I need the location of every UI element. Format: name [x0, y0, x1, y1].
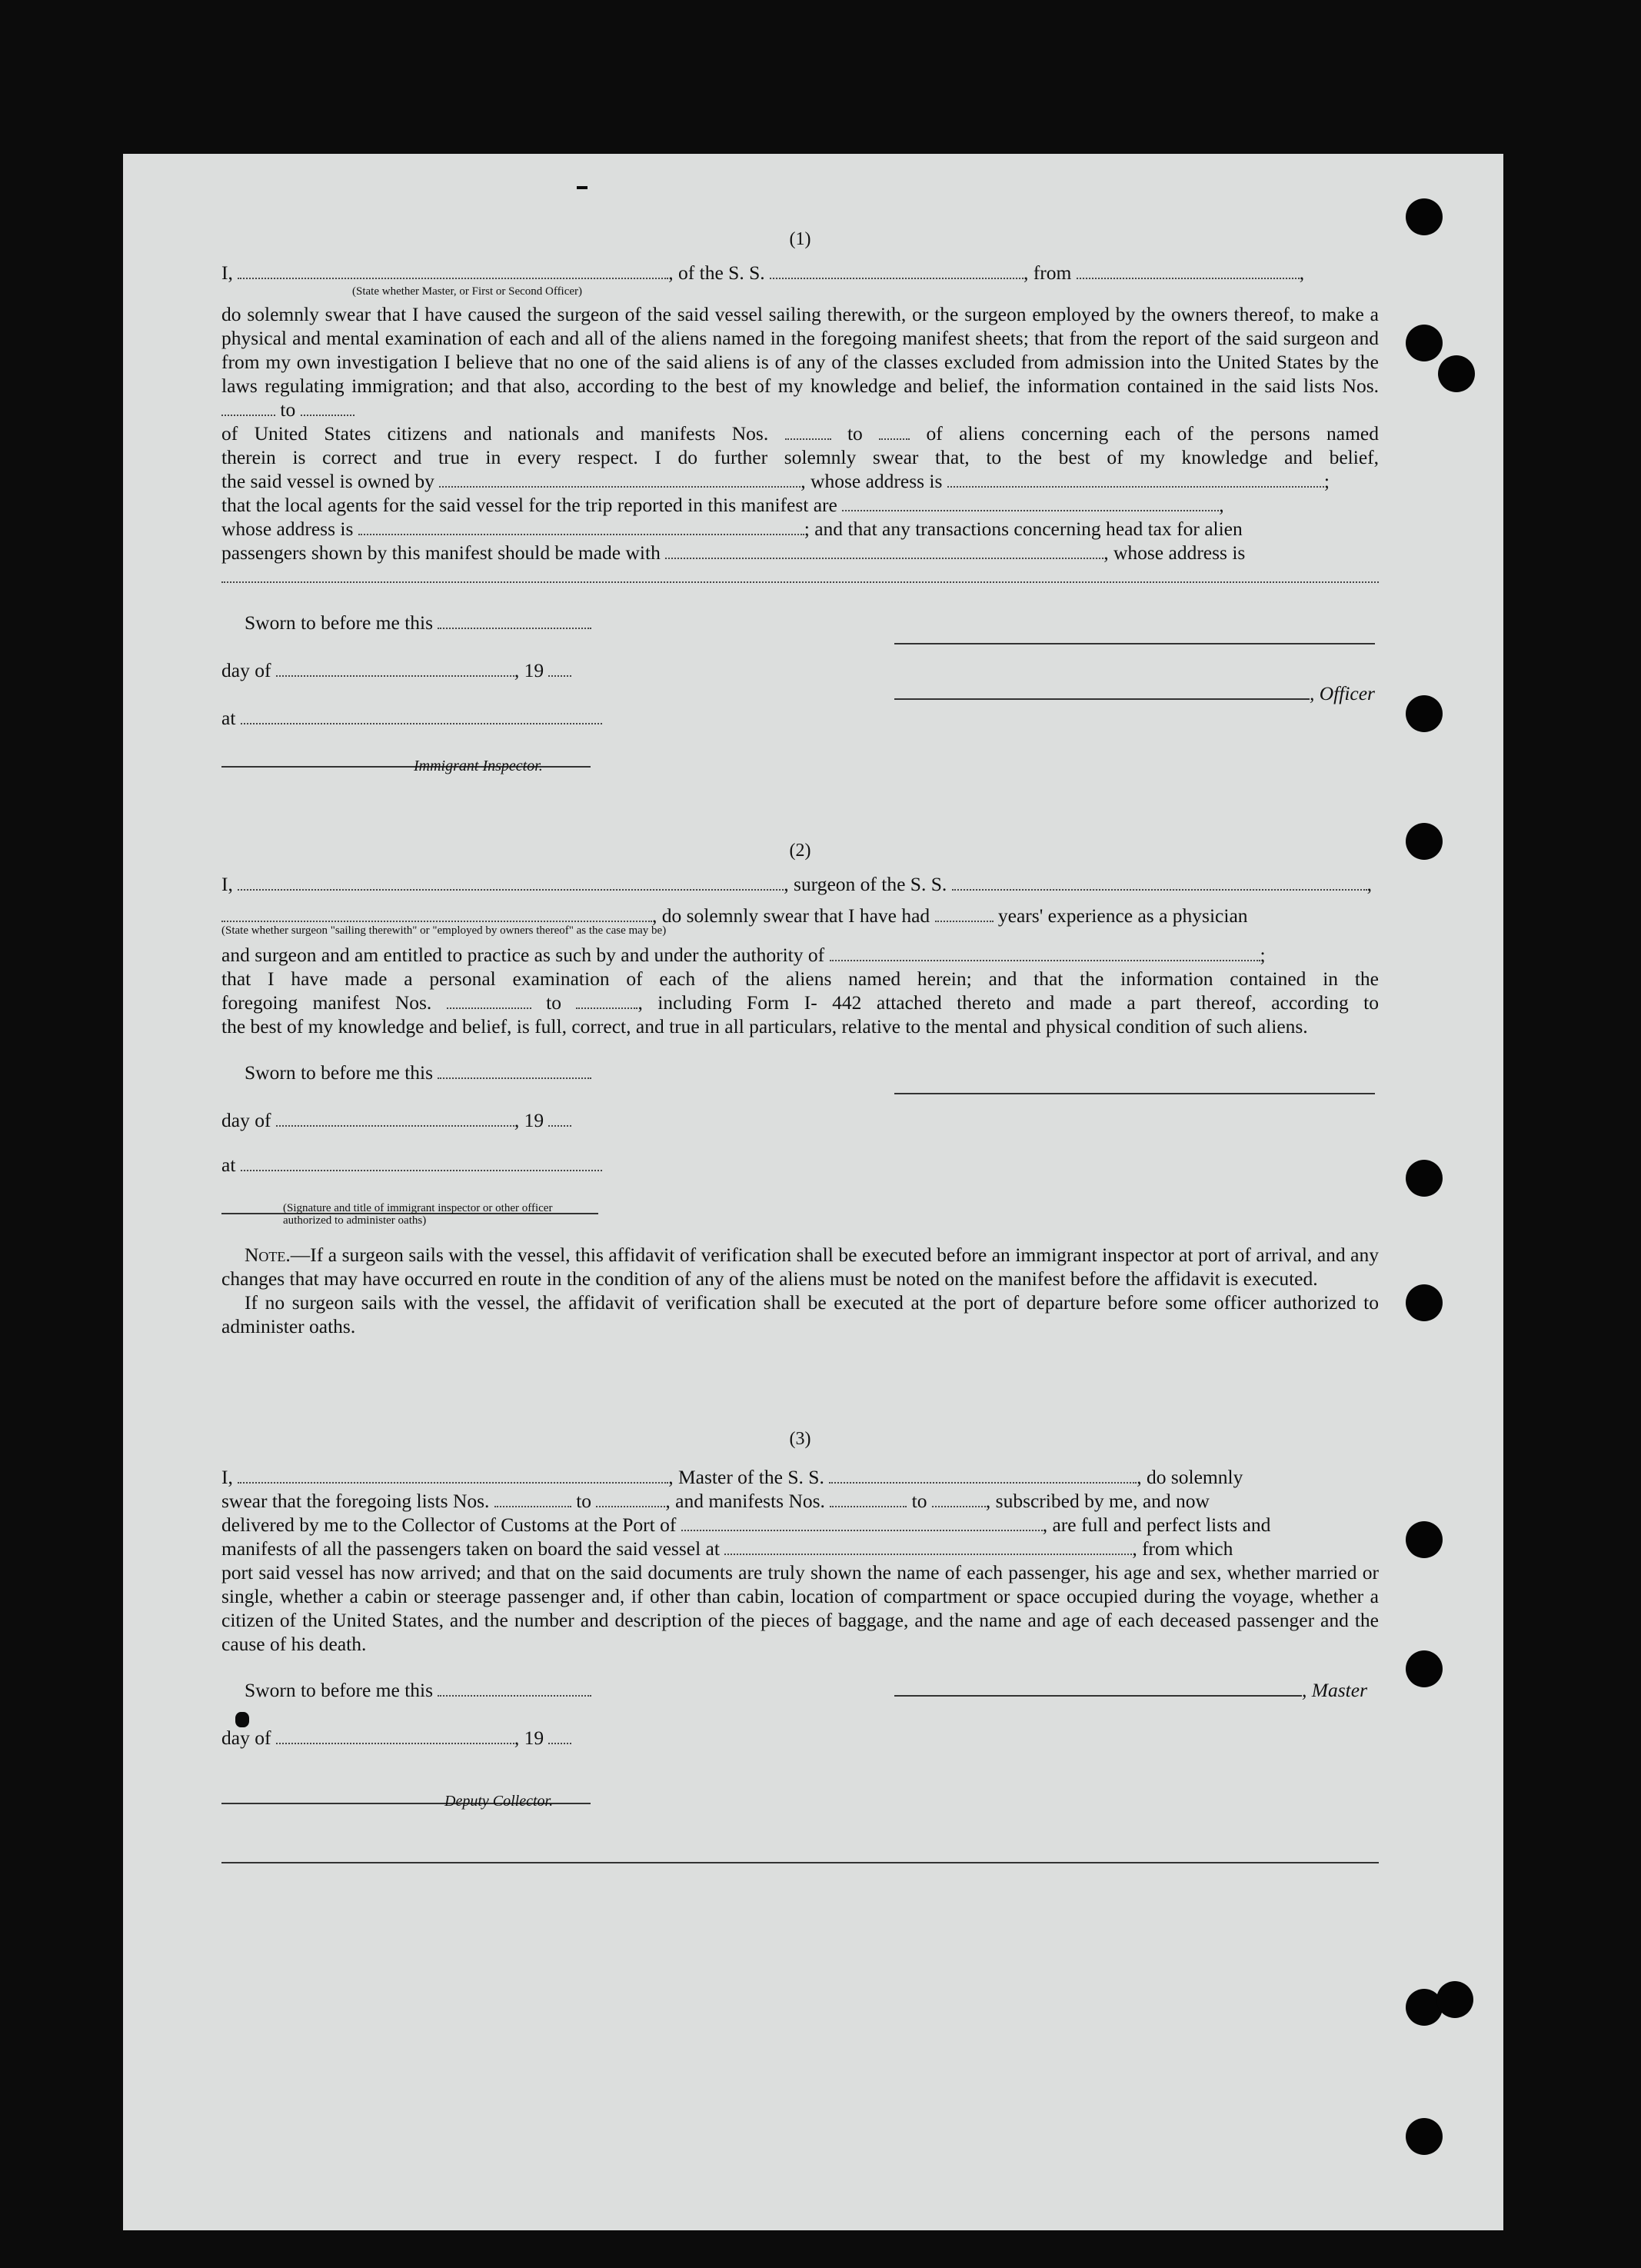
surgeon-type-field[interactable]	[221, 905, 652, 922]
owner-line	[221, 469, 1379, 493]
binder-hole	[1436, 1981, 1473, 2018]
place-field[interactable]	[241, 1154, 602, 1171]
place-field[interactable]	[241, 708, 602, 724]
master-signature-field[interactable]	[894, 1695, 1302, 1697]
manifest-from-field[interactable]	[830, 1490, 907, 1507]
surgeon-caption: (State whether surgeon "sailing therewith" or "employed by owners thereof" as the case may be)	[221, 924, 667, 937]
solemnly-text: , do solemnly swear that I have had	[652, 904, 930, 927]
address-blank-line	[221, 565, 1379, 588]
agents-text: that the local agents for the said vessel for the trip reported in this manifest are	[221, 494, 837, 516]
day-of-line	[221, 1109, 571, 1132]
signature-caption: (Signature and title of immigrant inspector or other officer authorized to administer oaths)	[283, 1202, 553, 1227]
master-name-field[interactable]	[238, 1467, 668, 1484]
surgeon-signature-line	[894, 1077, 1375, 1100]
punctuation: ,	[1366, 873, 1373, 895]
authority-line	[221, 943, 1379, 967]
agents-field[interactable]	[842, 495, 1219, 511]
surgeon-of-text: , surgeon of the S. S.	[784, 873, 947, 895]
list-from-field[interactable]	[494, 1490, 571, 1507]
list-to-field[interactable]	[596, 1490, 665, 1507]
sworn-day-field[interactable]	[438, 1062, 591, 1079]
year-field[interactable]	[548, 1727, 571, 1744]
subscribed-text: , subscribed by me, and now	[985, 1490, 1210, 1512]
section-1	[221, 229, 1379, 788]
master-of-text: , Master of the S. S.	[668, 1466, 824, 1488]
officer-name-field[interactable]	[238, 262, 668, 279]
foregoing-line	[221, 991, 1379, 1014]
at-line	[221, 707, 602, 730]
sworn-text: Sworn to before me this	[245, 1679, 434, 1701]
section-2	[221, 841, 1379, 1338]
label-i: I,	[221, 1466, 233, 1488]
surgeon-signature-field[interactable]	[894, 1093, 1375, 1094]
binder-hole	[1406, 823, 1443, 860]
head-tax-address-field[interactable]	[221, 566, 1379, 583]
ink-mark	[577, 186, 587, 189]
owner-field[interactable]	[439, 471, 801, 488]
officer-signature-line	[894, 627, 1375, 650]
head-tax-text: ; and that any transactions concerning head tax for alien	[804, 518, 1243, 540]
punctuation: ,	[1219, 494, 1224, 516]
citizens-line	[221, 421, 1379, 445]
binder-hole	[1406, 2118, 1443, 2155]
section-number: (1)	[789, 229, 811, 249]
month-field[interactable]	[276, 1727, 514, 1744]
sworn-day-field[interactable]	[438, 1680, 591, 1697]
belief-paragraph: the best of my knowledge and belief, is full, correct, and true in all particulars, relative to the mental and physical condition of such aliens.	[221, 1015, 1308, 1037]
at-line	[221, 1154, 602, 1177]
label-to: to	[280, 398, 296, 421]
label-i: I,	[221, 873, 233, 895]
lists-line	[221, 1489, 1379, 1513]
correct-line: therein is correct and true in every respect. I do further solemnly swear that, to the best of my knowledge and belief,	[221, 446, 1379, 468]
binder-hole	[1406, 1650, 1443, 1687]
year-field[interactable]	[548, 1110, 571, 1127]
master-line	[221, 1465, 1379, 1489]
manifest-from-field[interactable]	[447, 992, 531, 1009]
day-of-line	[221, 1727, 571, 1750]
port-paragraph: port said vessel has now arrived; and that on the said documents are truly shown the name of each passenger, his age and sex, whether married or single, whether a cabin or steerage passenger and, if other than cabin, location of compartment or space occupied during the voyage, whether a citizen of the United States, and the number and description of the pieces of baggage, and the name and age of each deceased passenger and the cause of his death.	[221, 1561, 1379, 1655]
vessel-name-field[interactable]	[952, 874, 1367, 891]
note-paragraph-2: If no surgeon sails with the vessel, the affidavit of verification shall be executed at the port of departure before some officer authorized to administer oaths.	[221, 1291, 1379, 1337]
agents-address-field[interactable]	[358, 518, 804, 535]
binder-hole	[1406, 1284, 1443, 1321]
punctuation: ;	[1323, 470, 1330, 492]
manifest-to-field[interactable]	[879, 423, 910, 440]
experience-line	[221, 904, 1379, 928]
manifest-from-field[interactable]	[785, 423, 831, 440]
agents-line	[221, 493, 1379, 517]
delivered-line	[221, 1513, 1379, 1537]
manifest-to-field[interactable]	[932, 1490, 986, 1507]
section-number: (3)	[789, 1429, 811, 1449]
including-text: , including Form I- 442 attached thereto and made a part thereof, according to	[637, 991, 1379, 1014]
binder-hole	[1406, 1521, 1443, 1558]
and-manifests-text: , and manifests Nos.	[665, 1490, 825, 1512]
owned-by-text: the said vessel is owned by	[221, 470, 434, 492]
sworn-text: Sworn to before me this	[245, 1061, 434, 1084]
label-to: to	[546, 991, 561, 1014]
authority-field[interactable]	[830, 944, 1260, 961]
citizens-text: of United States citizens and nationals and manifests Nos.	[221, 422, 769, 445]
taken-on-board-line	[221, 1537, 1379, 1560]
label-to: to	[576, 1490, 592, 1512]
section-3	[221, 1429, 1379, 1863]
officer-signature-field[interactable]	[894, 643, 1375, 644]
binder-hole	[1406, 325, 1443, 361]
officer-caption: (State whether Master, or First or Second Officer)	[352, 285, 583, 298]
note-text: —If a surgeon sails with the vessel, this affidavit of verification shall be executed before an immigrant inspector at port of arrival, and any changes that may have occurred en route in the condition of any of the aliens must be noted on the manifest before the affidavit is executed.	[221, 1244, 1379, 1290]
day-of-text: day of	[221, 1109, 271, 1131]
label-of-ss: , of the S. S.	[668, 261, 765, 284]
document-page	[123, 154, 1503, 2230]
agents-address-line	[221, 517, 1379, 541]
oath-paragraph	[221, 302, 1379, 421]
delivered-text: delivered by me to the Collector of Customs at the Port of	[221, 1514, 677, 1536]
authority-text: and surgeon and am entitled to practice as such by and under the authority of	[221, 944, 825, 966]
solemnly-text: , do solemnly	[1137, 1466, 1243, 1488]
list-from-field[interactable]	[221, 399, 275, 416]
vessel-name-field[interactable]	[770, 262, 1024, 279]
punctuation: ,	[1299, 261, 1305, 284]
label-from: , from	[1024, 261, 1072, 284]
list-to-field[interactable]	[301, 399, 354, 416]
surgeon-name-field[interactable]	[238, 874, 784, 891]
address-text: , whose address is	[801, 470, 943, 492]
officer-line	[221, 261, 1379, 285]
year-field[interactable]	[548, 660, 571, 677]
foregoing-text: foregoing manifest Nos.	[221, 991, 432, 1014]
note-heading: Note.	[245, 1244, 291, 1266]
officer-label: , Officer	[1310, 682, 1375, 704]
affidavit-content	[221, 215, 1379, 1863]
immigrant-inspector-label: Immigrant Inspector.	[414, 758, 543, 774]
deputy-collector-label: Deputy Collector.	[444, 1793, 554, 1810]
head-tax-agent-field[interactable]	[665, 542, 1103, 559]
surgeon-line	[221, 872, 1379, 896]
binder-hole	[1438, 355, 1475, 392]
vessel-name-field[interactable]	[829, 1467, 1137, 1484]
punctuation: ;	[1260, 944, 1266, 966]
day-of-text: day of	[221, 659, 271, 681]
binder-hole	[1406, 695, 1443, 732]
year-prefix: , 19	[514, 659, 544, 681]
examination-line: that I have made a personal examination of each of the aliens named herein; and that the information contained in the	[221, 967, 1379, 990]
departure-port-field[interactable]	[724, 1538, 1132, 1555]
master-label: , Master	[1302, 1679, 1367, 1701]
passengers-line	[221, 541, 1379, 565]
sworn-block-1	[221, 596, 1379, 788]
officer-title-line	[894, 682, 1375, 705]
year-prefix: , 19	[514, 1727, 544, 1749]
manifest-to-field[interactable]	[576, 992, 637, 1009]
sworn-line	[245, 1061, 591, 1084]
passengers-text: passengers shown by this manifest should be made with	[221, 541, 661, 564]
note-paragraph	[221, 1243, 1379, 1291]
section-number: (2)	[789, 841, 811, 861]
years-text: years' experience as a physician	[997, 904, 1248, 927]
label-to: to	[847, 422, 863, 445]
from-which-text: , from which	[1132, 1537, 1233, 1560]
label-i: I,	[221, 261, 233, 284]
label-to: to	[911, 1490, 927, 1512]
swear-lists-text: swear that the foregoing lists Nos.	[221, 1490, 490, 1512]
owner-address-field[interactable]	[947, 471, 1324, 488]
day-of-line	[221, 659, 571, 682]
aliens-text: of aliens concerning each of the persons named	[926, 422, 1379, 445]
officer-title-field[interactable]	[894, 698, 1310, 700]
port-field[interactable]	[681, 1514, 1043, 1531]
address-text: whose address is	[221, 518, 354, 540]
year-prefix: , 19	[514, 1109, 544, 1131]
sworn-block-2	[221, 1046, 1379, 1227]
sworn-block-3	[221, 1664, 1379, 1863]
sworn-text: Sworn to before me this	[245, 611, 434, 634]
full-perfect-text: , are full and perfect lists and	[1042, 1514, 1271, 1536]
oath-text: do solemnly swear that I have caused the surgeon of the said vessel sailing therewith, or the surgeon employed by the owners thereof, to make a physical and mental examination of each and all of the aliens named in the foregoing manifest sheets; that from the report of the said surgeon and from my own investigation I believe that no one of the said aliens is of any of the classes excluded from admission into the United States by the laws regulating immigration; and that also, according to the best of my knowledge and belief, the information contained in the said lists Nos.	[221, 303, 1379, 397]
sworn-day-field[interactable]	[438, 612, 591, 629]
day-of-text: day of	[221, 1727, 271, 1749]
sworn-line	[245, 1679, 591, 1702]
binder-hole	[1406, 198, 1443, 235]
years-field[interactable]	[935, 905, 994, 922]
month-field[interactable]	[276, 1110, 514, 1127]
at-text: at	[221, 707, 236, 729]
month-field[interactable]	[276, 660, 514, 677]
address-text: , whose address is	[1103, 541, 1246, 564]
master-signature-line	[894, 1679, 1367, 1702]
origin-port-field[interactable]	[1077, 262, 1300, 279]
manifests-all-text: manifests of all the passengers taken on board the said vessel at	[221, 1537, 720, 1560]
binder-hole	[1406, 1160, 1443, 1197]
sworn-line	[245, 611, 591, 634]
bottom-rule	[221, 1862, 1379, 1863]
at-text: at	[221, 1154, 236, 1176]
